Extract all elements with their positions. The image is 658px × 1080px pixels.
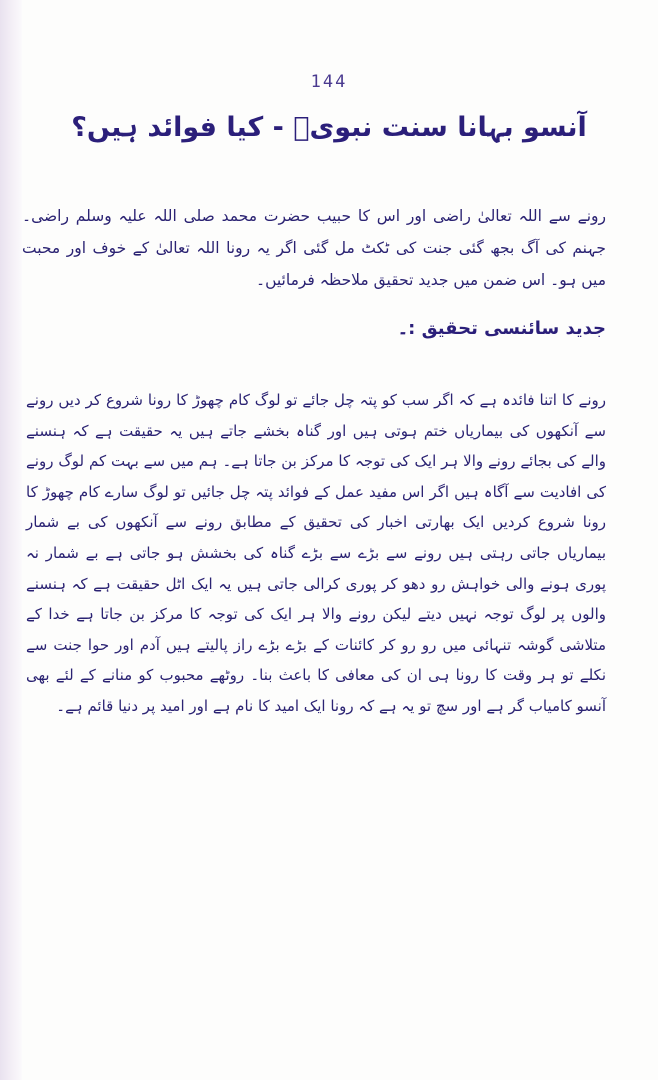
intro-paragraph: رونے سے اللہ تعالیٰ راضی اور اس کا حبیب حضرت محمد صلی اللہ علیہ وسلم راضی۔ جہنم کی آگ بجھ گئی جنت کی ٹکٹ مل گئی اگر یہ رونا اللہ تعالیٰ کے خوف اور محبت میں ہو۔ اس ضمن میں جدید تحقیق ملاحظہ فرمائیں۔: [22, 207, 606, 289]
body-paragraph: رونے کا اتنا فائدہ ہے کہ اگر سب کو پتہ چل جائے تو لوگ کام چھوڑ کا رونا شروع کر دیں رونے سے آنکھوں کی بیماریاں ختم ہوتی ہیں اور گناہ بخشے جاتے ہیں یہ حقیقت ہے کہ ہنسنے والے کی بجائے رونے والا ہر ایک کی توجہ کا مرکز بن جاتا ہے۔ ہم میں سے بہت کم لوگ رونے کی افادیت سے آگاہ ہیں اگر اس مفید عمل کے فوائد پتہ چل جائیں تو لوگ سارے کام چھوڑ کا رونا شروع کردیں ایک بھارتی اخبار کی تحقیق کے مطابق رونے سے آنکھوں کی بے شمار بیماریاں جاتی رہتی ہیں رونے سے بڑے سے بڑے گناہ کی بخشش ہو جاتی ہے بے شمار نہ پوری ہونے والی خواہش رو دھو کر پوری کرالی جاتی ہیں یہ ایک اٹل حقیقت ہے کہ ہنسنے والوں پر لوگ توجہ نہیں دیتے لیکن رونے والا ہر ایک کی توجہ کا مرکز بن جاتا ہے خدا کے متلاشی گوشہ تنہائی میں رو رو کر کائنات کے بڑے بڑے راز پالیتے ہیں آدم اور حوا جنت سے نکلے تو ہر وقت کا رونا ہی ان کی معافی کا باعث بنا۔ روٹھے محبوب کو منانے کے لئے بھی آنسو کامیاب گر ہے اور سچ تو یہ ہے کہ رونا ایک امید کا نام ہے اور امید پر دنیا قائم ہے۔: [26, 391, 606, 715]
page-number: 144: [310, 72, 348, 92]
page-title: آنسو بہانا سنت نبویؐ - کیا فوائد ہیں؟: [71, 112, 587, 143]
page-binding-edge: [0, 0, 22, 1080]
section-heading: جدید سائنسی تحقیق :۔: [397, 318, 606, 339]
